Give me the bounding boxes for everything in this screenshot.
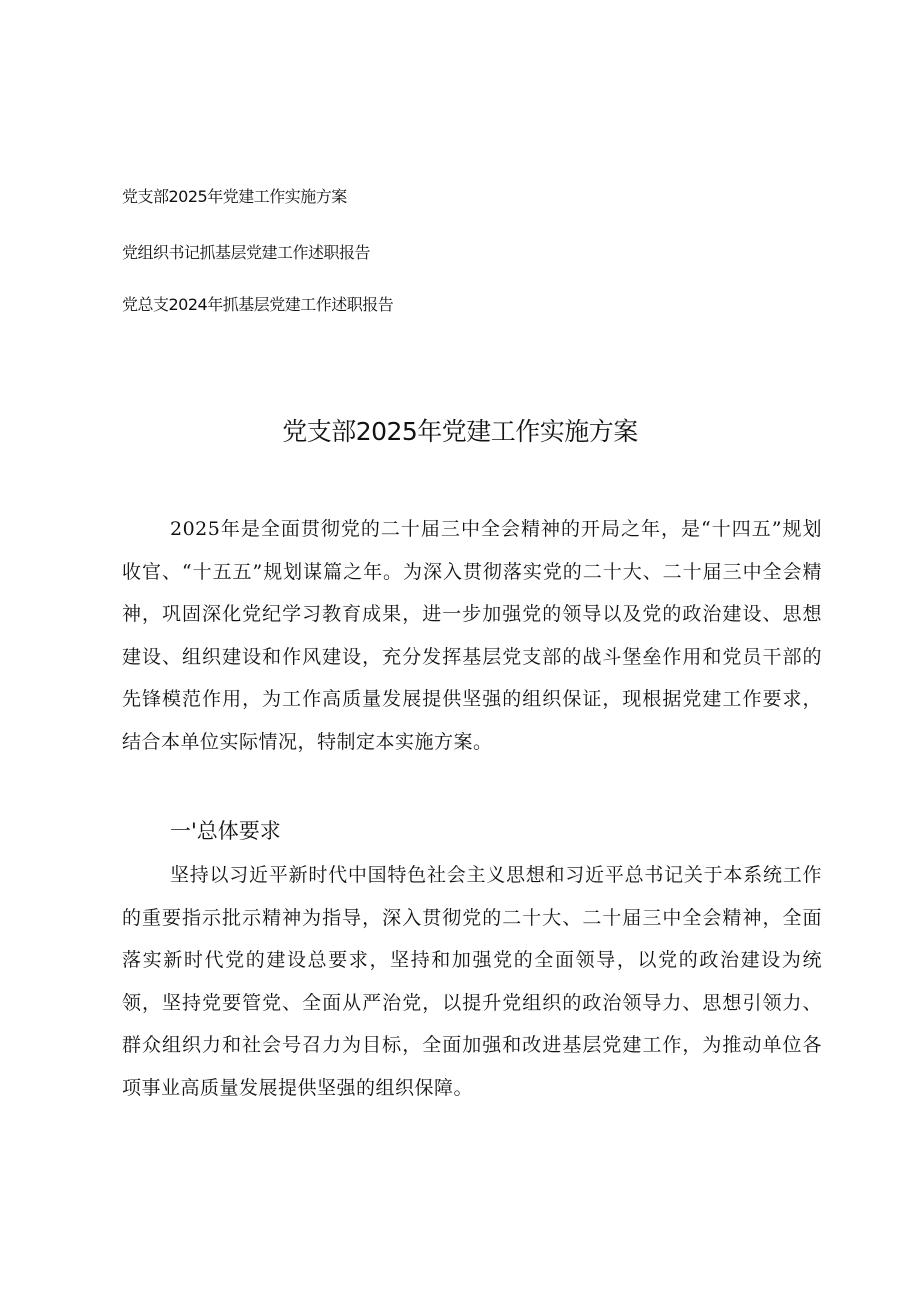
toc-item-3: 党总支2024年抓基层党建工作述职报告 xyxy=(122,295,394,314)
toc-item-2: 党组织书记抓基层党建工作述职报告 xyxy=(122,243,371,262)
general-requirements-paragraph: 坚持以习近平新时代中国特色社会主义思想和习近平总书记关于本系统工作的重要指示批示精神为指导，深入贯彻党的二十大、二十届三中全会精神，全面落实新时代党的建设总要求，坚持和加强党的全面领导，以党的政治建设为统领，坚持党要管党、全面从严治党，以提升党组织的政治领导力、思想引领力、群众组织力和社会号召力为目标，全面加强和改进基层党建工作，为推动单位各项事业高质量发展提供坚强的组织保障。 xyxy=(122,864,822,1099)
document-title: 党支部2025年党建工作实施方案 xyxy=(282,417,638,446)
section-heading-general-requirements: 一'总体要求 xyxy=(170,819,281,843)
toc-item-1: 党支部2025年党建工作实施方案 xyxy=(122,187,347,206)
intro-paragraph: 2025年是全面贯彻党的二十届三中全会精神的开局之年，是“十四五”规划收官、“十五五”规划谋篇之年。为深入贯彻落实党的二十大、二十届三中全会精神，巩固深化党纪学习教育成果，进一步加强党的领导以及党的政治建设、思想建设、组织建设和作风建设，充分发挥基层党支部的战斗堡垒作用和党员干部的先锋模范作用，为工作高质量发展提供坚强的组织保证，现根据党建工作要求，结合本单位实际情况，特制定本实施方案。 xyxy=(122,518,822,753)
